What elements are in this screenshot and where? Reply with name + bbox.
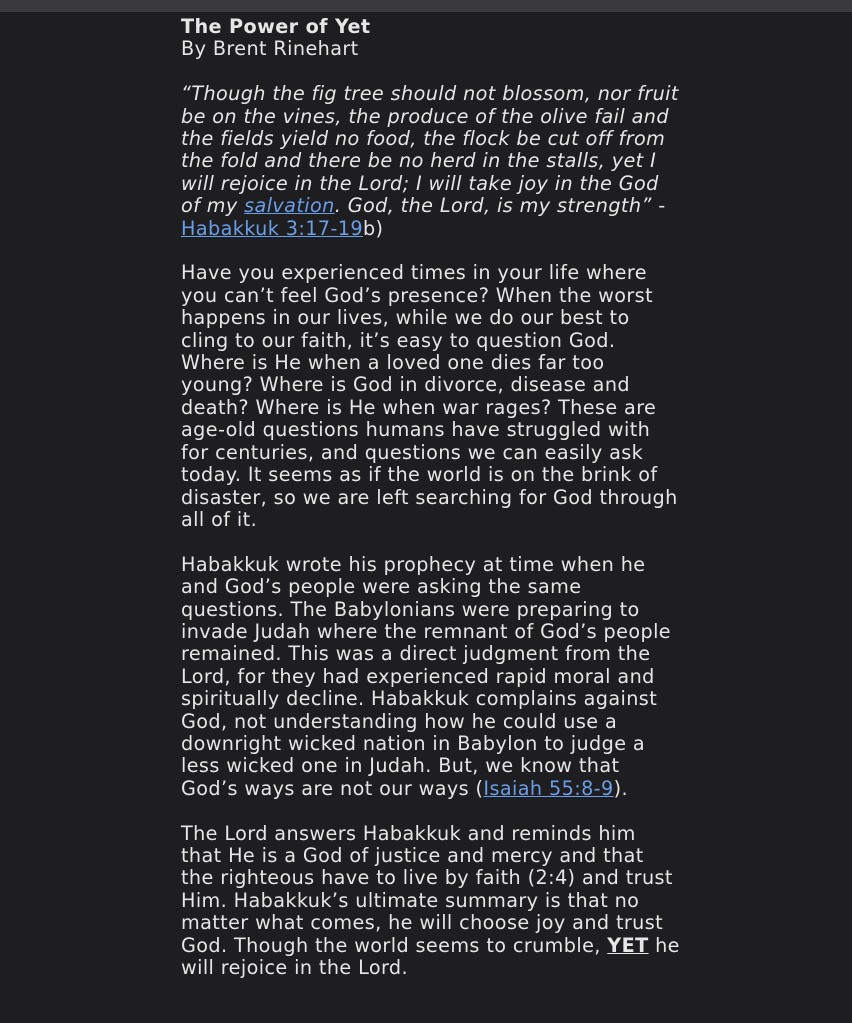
yet-emphasis: YET xyxy=(607,933,649,957)
quote-text-part-2: . God, the Lord, is my strength” xyxy=(334,194,652,218)
quote-reference-suffix: b) xyxy=(362,216,384,240)
paragraph-2-text: Habakkuk wrote his prophecy at time when he and God’s people were asking the same questions. The Babylonians were preparing to invade Judah where the remnant of God’s people remained. This was a direct judgment from the Lord, for they had experienced rapid moral and spiritually decline. Habakkuk complains against God, not understanding how he could use a downright wicked nation in Babylon to judge a less wicked one in Judah. But, we know that God’s ways are not our ways ( xyxy=(181,552,672,800)
paragraph-3-suffix: he will rejoice in the Lord. xyxy=(181,933,680,979)
article xyxy=(181,16,681,979)
paragraph-3 xyxy=(181,823,681,980)
article-byline: By Brent Rinehart xyxy=(181,37,359,61)
quote-text-part-1: “Though the fig tree should not blossom, nor fruit be on the vines, the produce of the olive fail and the fields yield no food, the flock be cut off from the fold and there be no herd in the stalls, yet I will rejoice in the Lord; I will take joy in the God of my xyxy=(181,82,679,218)
paragraph-1: Have you experienced times in your life where you can’t feel God’s presence? When the worst happens in our lives, while we do our best to cling to our faith, it’s easy to question God. Where is He when a loved one dies far too young? Where is God in divorce, disease and death? Where is He when war rages? These are age-old questions humans have struggled with for centuries, and questions we can easily ask today. It seems as if the world is on the brink of disaster, so we are left searching for God through all of it. xyxy=(181,261,678,531)
article-title: The Power of Yet xyxy=(181,15,371,38)
salvation-link[interactable]: salvation xyxy=(244,194,335,218)
top-bar xyxy=(0,0,852,12)
paragraph-2-suffix: ). xyxy=(613,776,628,800)
quote-dash: - xyxy=(651,194,666,218)
paragraph-3-text: The Lord answers Habakkuk and reminds him that He is a God of justice and mercy and that the righteous have to live by faith (2:4) and trust Him. Habakkuk’s ultimate summary is that no matter what comes, he will choose joy and trust God. Though the world seems to crumble, xyxy=(181,821,673,957)
paragraph-2 xyxy=(181,554,681,800)
scripture-quote xyxy=(181,83,681,240)
isaiah-reference-link[interactable]: Isaiah 55:8-9 xyxy=(483,776,614,800)
habakkuk-reference-link[interactable]: Habakkuk 3:17-19 xyxy=(181,216,363,240)
